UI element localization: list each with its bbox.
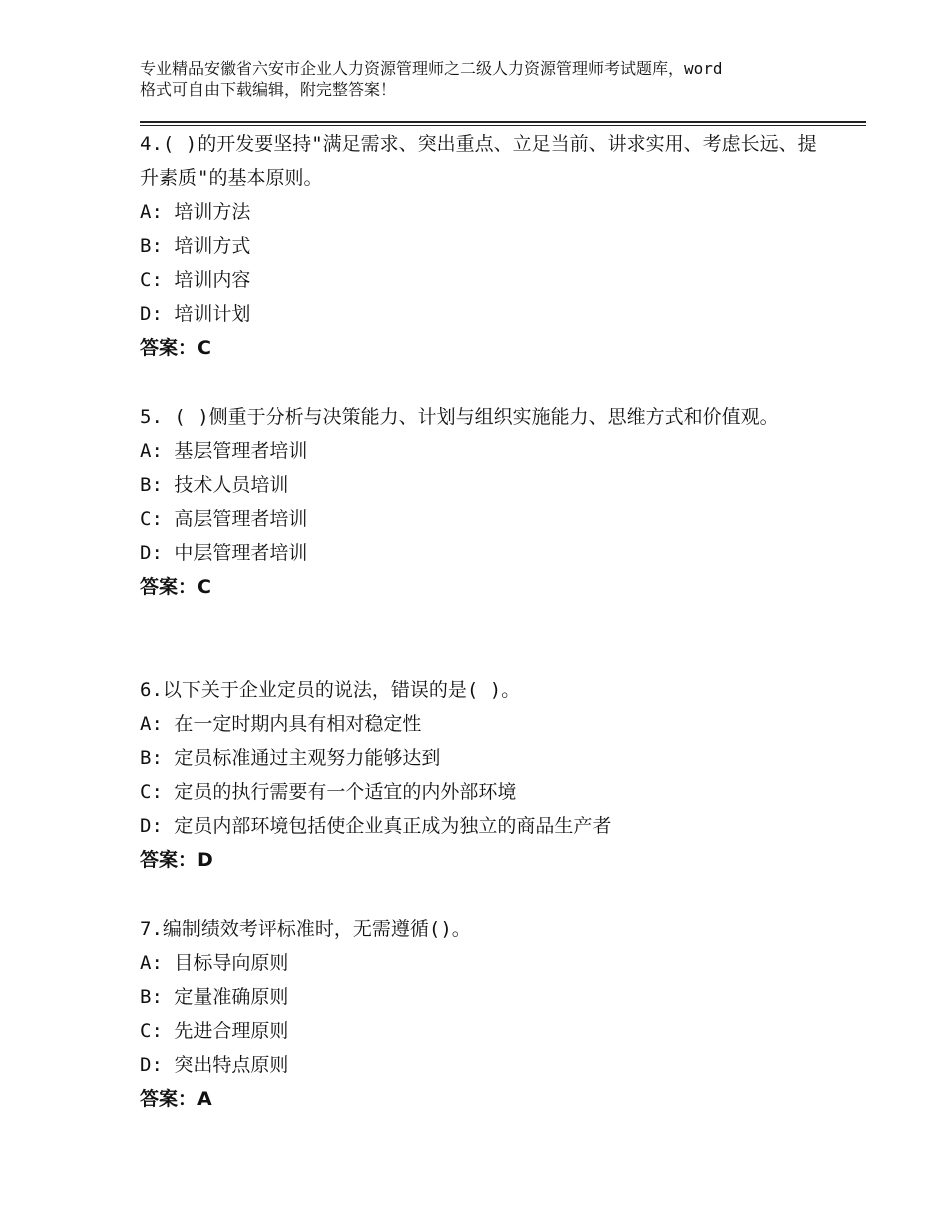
header-divider: [140, 121, 866, 123]
option-a: A: 基层管理者培训: [140, 440, 308, 462]
option-a: A: 在一定时期内具有相对稳定性: [140, 713, 422, 735]
question-stem: 5. ( )侧重于分析与决策能力、计划与组织实施能力、思维方式和价值观。: [140, 406, 779, 428]
question-stem: 6.以下关于企业定员的说法，错误的是( )。: [140, 679, 521, 701]
question-6: [140, 673, 820, 877]
option-d: D: 突出特点原则: [140, 1054, 289, 1076]
option-d: D: 中层管理者培训: [140, 542, 308, 564]
header-divider-thin: [140, 125, 866, 126]
question-4: [140, 127, 820, 365]
option-b: B: 定员标准通过主观努力能够达到: [140, 747, 441, 769]
option-a: A: 培训方法: [140, 201, 251, 223]
option-b: B: 培训方式: [140, 235, 251, 257]
question-stem: 4.( )的开发要坚持"满足需求、突出重点、立足当前、讲求实用、考虑长远、提升素质"的基本原则。: [140, 133, 817, 189]
option-d: D: 培训计划: [140, 303, 251, 325]
option-d: D: 定员内部环境包括使企业真正成为独立的商品生产者: [140, 815, 612, 837]
option-a: A: 目标导向原则: [140, 952, 289, 974]
option-c: C: 高层管理者培训: [140, 508, 308, 530]
option-b: B: 定量准确原则: [140, 986, 289, 1008]
option-c: C: 培训内容: [140, 269, 251, 291]
answer: 答案：C: [140, 337, 211, 359]
answer: 答案：D: [140, 849, 213, 871]
option-b: B: 技术人员培训: [140, 474, 289, 496]
option-c: C: 先进合理原则: [140, 1020, 289, 1042]
question-stem: 7.编制绩效考评标准时，无需遵循()。: [140, 918, 471, 940]
answer: 答案：C: [140, 576, 211, 598]
question-7: [140, 912, 820, 1116]
option-c: C: 定员的执行需要有一个适宜的内外部环境: [140, 781, 517, 803]
answer: 答案：A: [140, 1088, 212, 1110]
document-header: 专业精品安徽省六安市企业人力资源管理师之二级人力资源管理师考试题库，word 格式可自由下载编辑，附完整答案！: [140, 59, 723, 99]
question-5: [140, 400, 820, 604]
